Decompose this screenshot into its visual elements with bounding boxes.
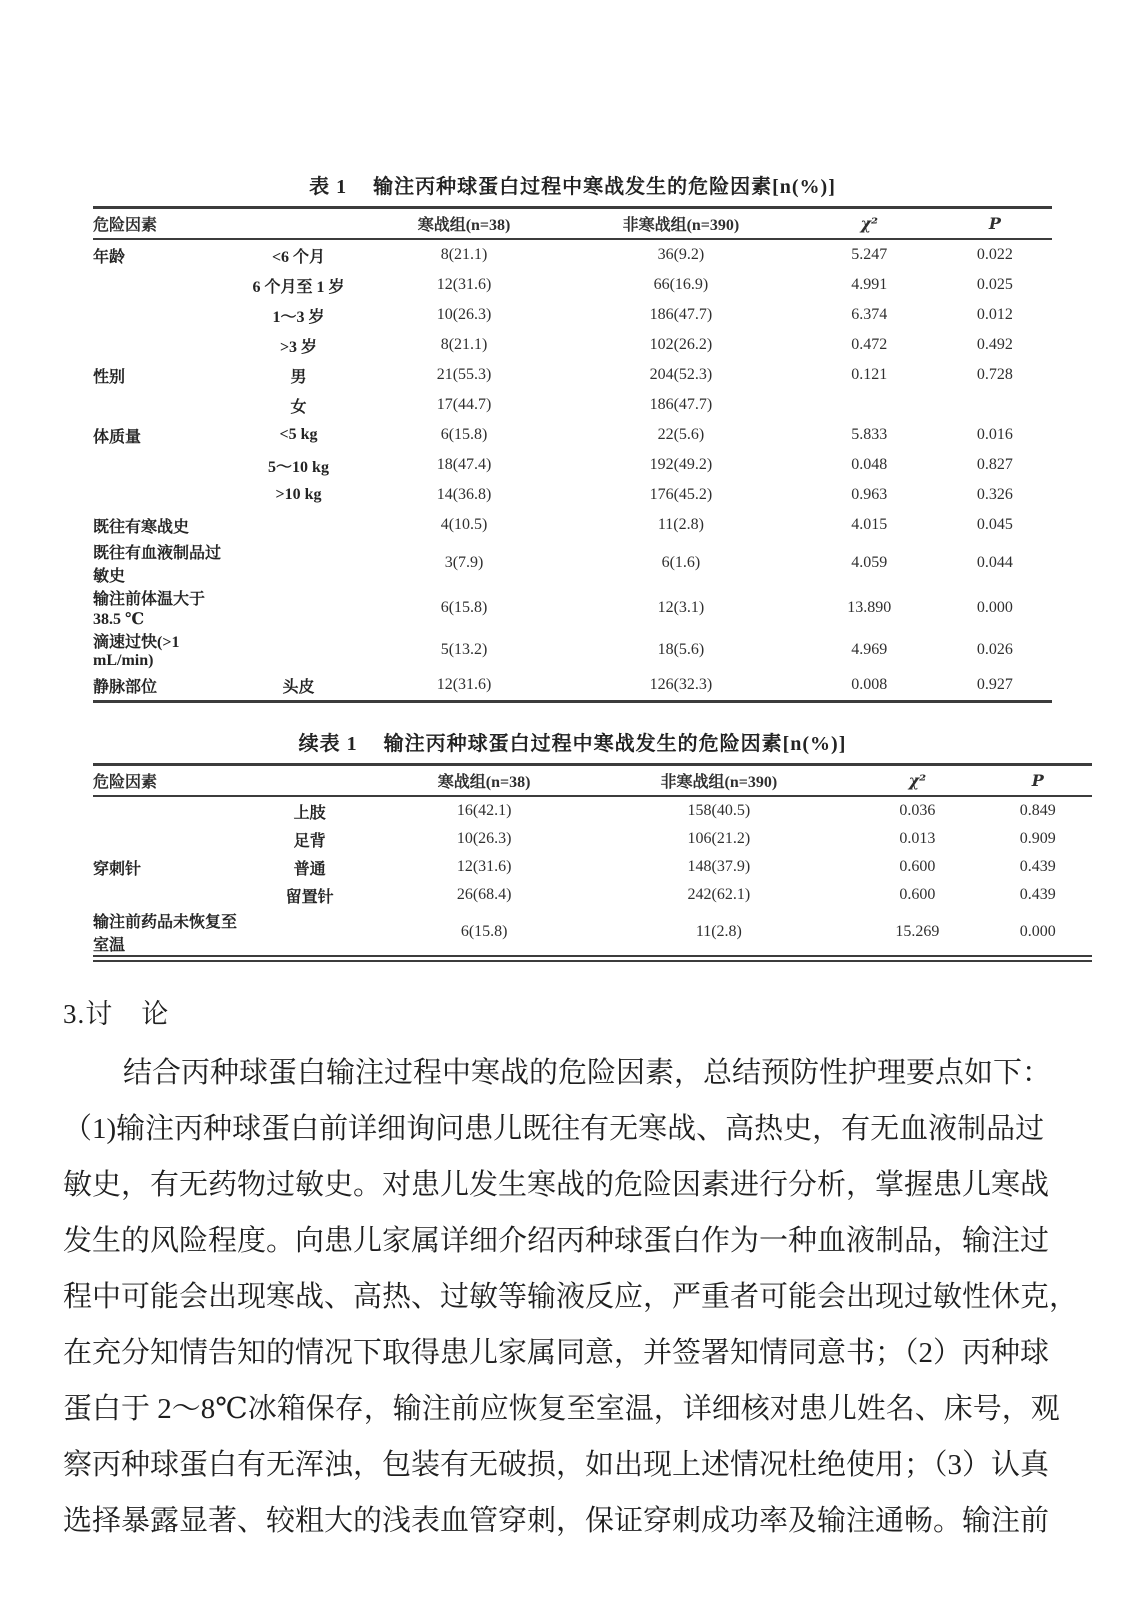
non-chill-group-cell: 6(1.6) bbox=[661, 554, 701, 571]
subcategory-cell: >10 kg bbox=[275, 486, 322, 503]
subcategory-cell: 留置针 bbox=[285, 888, 334, 906]
non-chill-group-cell: 192(49.2) bbox=[649, 456, 713, 473]
discussion-line: 在充分知情告知的情况下取得患儿家属同意，并签署知情同意书；（2）丙种球 bbox=[63, 1337, 1050, 1369]
chill-group-cell: 10(26.3) bbox=[456, 830, 512, 847]
factor-cell bbox=[93, 270, 230, 300]
table1-body bbox=[93, 239, 1052, 702]
header-p-value: P bbox=[988, 214, 1001, 233]
chi-square-cell: 0.121 bbox=[851, 366, 888, 383]
non-chill-group-cell: 186(47.7) bbox=[649, 396, 713, 413]
factor-cell: 体质量 bbox=[93, 428, 142, 446]
table2-wrapper bbox=[93, 763, 1145, 962]
non-chill-group-cell: 102(26.2) bbox=[649, 336, 713, 353]
chill-group-cell: 12(31.6) bbox=[436, 676, 492, 693]
factor-cell: 输注前药品未恢复至室温 bbox=[93, 914, 238, 954]
header-risk-factor: 危险因素 bbox=[93, 217, 158, 234]
table-row bbox=[93, 629, 1052, 670]
factor-cell bbox=[93, 300, 230, 330]
table-row bbox=[93, 853, 1092, 881]
discussion-section-heading: 3.讨 论 bbox=[63, 999, 170, 1029]
header-chi-square: χ² bbox=[908, 771, 927, 790]
non-chill-group-cell: 12(3.1) bbox=[657, 598, 705, 616]
header-non-chill-group: 非寒战组(n=390) bbox=[660, 774, 778, 791]
subcategory-cell: 上肢 bbox=[293, 804, 326, 822]
table-row bbox=[93, 825, 1092, 853]
chi-square-cell: 0.472 bbox=[851, 336, 888, 353]
discussion-line: （1)输注丙种球蛋白前详细询问患儿既往有无寒战、高热史，有无血液制品过 bbox=[63, 1113, 1045, 1145]
table1-wrapper bbox=[93, 206, 1145, 703]
p-value-cell: 0.022 bbox=[976, 246, 1013, 263]
subcategory-cell: 普通 bbox=[293, 860, 326, 878]
subcategory-cell bbox=[230, 540, 367, 586]
table2-caption-number: 续表 1 bbox=[298, 733, 358, 755]
factor-cell: 滴速过快(>1 mL/min) bbox=[93, 634, 180, 669]
factor-cell: 年龄 bbox=[93, 248, 126, 266]
table2-header-row bbox=[93, 765, 1092, 797]
chi-square-cell: 0.963 bbox=[851, 486, 888, 503]
table1-caption-number: 表 1 bbox=[309, 176, 348, 198]
discussion-line: 敏史，有无药物过敏史。对患儿发生寒战的危险因素进行分析，掌握患儿寒战 bbox=[63, 1169, 1050, 1201]
chi-square-cell: 4.059 bbox=[851, 554, 888, 571]
factor-cell bbox=[93, 881, 237, 909]
table2-caption bbox=[0, 727, 1145, 756]
table-row bbox=[93, 450, 1052, 480]
subcategory-cell: 男 bbox=[290, 368, 307, 386]
subcategory-cell: <5 kg bbox=[279, 426, 318, 443]
table-row bbox=[93, 330, 1052, 360]
factor-cell: 静脉部位 bbox=[93, 678, 158, 696]
chi-square-cell: 4.969 bbox=[851, 640, 888, 658]
table-row bbox=[93, 670, 1052, 702]
chill-group-cell: 18(47.4) bbox=[436, 456, 492, 473]
chi-square-cell: 0.048 bbox=[851, 456, 888, 473]
table2-body bbox=[93, 796, 1092, 959]
subcategory-cell: 头皮 bbox=[282, 678, 315, 696]
chi-square-cell: 0.600 bbox=[899, 858, 936, 875]
p-value-cell bbox=[938, 390, 1052, 420]
subcategory-cell: >3 岁 bbox=[279, 338, 318, 356]
table2-header bbox=[93, 765, 1092, 797]
table-row bbox=[93, 796, 1092, 825]
chill-group-cell: 16(42.1) bbox=[456, 802, 512, 819]
p-value-cell: 0.026 bbox=[976, 640, 1013, 658]
non-chill-group-cell: 66(16.9) bbox=[653, 276, 709, 293]
chill-group-cell: 8(21.1) bbox=[440, 336, 488, 353]
non-chill-group-cell: 11(2.8) bbox=[695, 923, 742, 940]
chill-group-cell: 10(26.3) bbox=[436, 306, 492, 323]
subcategory-cell: 1～3 岁 bbox=[272, 308, 325, 326]
chill-group-cell: 6(15.8) bbox=[460, 923, 508, 940]
chi-square-cell: 5.833 bbox=[851, 426, 888, 443]
factor-cell bbox=[93, 796, 237, 825]
chi-square-cell bbox=[801, 390, 938, 420]
p-value-cell: 0.016 bbox=[976, 426, 1013, 443]
subcategory-cell: 足背 bbox=[293, 832, 326, 850]
table-row bbox=[93, 239, 1052, 270]
factor-cell bbox=[93, 330, 230, 360]
non-chill-group-cell: 204(52.3) bbox=[649, 366, 713, 383]
non-chill-group-cell: 106(21.2) bbox=[687, 830, 751, 847]
table-row bbox=[93, 300, 1052, 330]
p-value-cell: 0.909 bbox=[1019, 830, 1056, 847]
chi-square-cell: 0.036 bbox=[899, 802, 936, 819]
factor-cell bbox=[93, 450, 230, 480]
subcategory-cell bbox=[230, 510, 367, 540]
table-row bbox=[93, 270, 1052, 300]
chi-square-cell: 4.015 bbox=[851, 516, 888, 533]
chi-square-cell: 0.600 bbox=[899, 886, 936, 903]
table1-caption bbox=[0, 0, 1145, 199]
factor-cell: 穿刺针 bbox=[93, 860, 142, 878]
subcategory-cell: <6 个月 bbox=[271, 248, 326, 266]
subcategory-cell: 5～10 kg bbox=[268, 458, 329, 476]
discussion-line: 选择暴露显著、较粗大的浅表血管穿刺，保证穿刺成功率及输注通畅。输注前 bbox=[63, 1505, 1050, 1537]
chill-group-cell: 12(31.6) bbox=[456, 858, 512, 875]
table-row bbox=[93, 540, 1052, 586]
discussion-line: 程中可能会出现寒战、高热、过敏等输液反应，严重者可能会出现过敏性休克， bbox=[63, 1281, 1079, 1313]
subcategory-cell: 6 个月至 1 岁 bbox=[252, 278, 345, 296]
non-chill-group-cell: 176(45.2) bbox=[649, 486, 713, 503]
chi-square-cell: 15.269 bbox=[895, 923, 940, 940]
p-value-cell: 0.044 bbox=[976, 554, 1013, 571]
subcategory-cell: 女 bbox=[290, 398, 307, 416]
non-chill-group-cell: 186(47.7) bbox=[649, 306, 713, 323]
p-value-cell: 0.827 bbox=[976, 456, 1013, 473]
table1-caption-title: 输注丙种球蛋白过程中寒战发生的危险因素[n(%)] bbox=[373, 176, 836, 198]
p-value-cell: 0.012 bbox=[976, 306, 1013, 323]
factor-cell: 输注前体温大于 38.5 ℃ bbox=[93, 591, 206, 628]
header-chill-group: 寒战组(n=38) bbox=[417, 217, 511, 234]
header-chill-group: 寒战组(n=38) bbox=[437, 774, 531, 791]
p-value-cell: 0.326 bbox=[976, 486, 1013, 503]
chill-group-cell: 26(68.4) bbox=[456, 886, 512, 903]
factor-cell: 既往有血液制品过敏史 bbox=[93, 545, 222, 585]
factor-cell bbox=[93, 825, 237, 853]
table1-header-row bbox=[93, 208, 1052, 240]
discussion-line: 发生的风险程度。向患儿家属详细介绍丙种球蛋白作为一种血液制品，输注过 bbox=[63, 1225, 1050, 1257]
p-value-cell: 0.000 bbox=[1019, 923, 1056, 940]
subcategory-cell bbox=[230, 629, 367, 670]
non-chill-group-cell: 11(2.8) bbox=[657, 516, 704, 533]
chi-square-cell: 13.890 bbox=[847, 598, 892, 616]
non-chill-group-cell: 148(37.9) bbox=[687, 858, 751, 875]
p-value-cell: 0.000 bbox=[976, 598, 1013, 616]
p-value-cell: 0.492 bbox=[976, 336, 1013, 353]
table-row bbox=[93, 881, 1092, 909]
p-value-cell: 0.849 bbox=[1019, 802, 1056, 819]
discussion-paragraph bbox=[63, 1045, 1087, 1549]
factor-cell: 性别 bbox=[93, 368, 126, 386]
chill-group-cell: 17(44.7) bbox=[436, 396, 492, 413]
p-value-cell: 0.045 bbox=[976, 516, 1013, 533]
non-chill-group-cell: 18(5.6) bbox=[657, 640, 705, 658]
non-chill-group-cell: 36(9.2) bbox=[657, 246, 705, 263]
chill-group-cell: 6(15.8) bbox=[440, 426, 488, 443]
chi-square-cell: 4.991 bbox=[851, 276, 888, 293]
discussion-line: 察丙种球蛋白有无浑浊，包装有无破损，如出现上述情况杜绝使用；（3）认真 bbox=[63, 1449, 1050, 1481]
header-chi-square: χ² bbox=[860, 214, 879, 233]
table-row bbox=[93, 586, 1052, 629]
table2-caption-title: 输注丙种球蛋白过程中寒战发生的危险因素[n(%)] bbox=[383, 733, 847, 755]
non-chill-group-cell: 158(40.5) bbox=[687, 802, 751, 819]
chill-group-cell: 5(13.2) bbox=[440, 640, 488, 658]
table-row bbox=[93, 510, 1052, 540]
subcategory-cell bbox=[237, 909, 381, 959]
chill-group-cell: 21(55.3) bbox=[436, 366, 492, 383]
chi-square-cell: 5.247 bbox=[851, 246, 888, 263]
factor-cell: 既往有寒战史 bbox=[93, 518, 190, 536]
chi-square-cell: 0.008 bbox=[851, 676, 888, 693]
p-value-cell: 0.439 bbox=[1019, 858, 1056, 875]
discussion-line: 蛋白于 2～8℃冰箱保存，输注前应恢复至室温，详细核对患儿姓名、床号，观 bbox=[63, 1393, 1060, 1425]
non-chill-group-cell: 242(62.1) bbox=[687, 886, 751, 903]
chill-group-cell: 4(10.5) bbox=[440, 516, 488, 533]
header-risk-factor: 危险因素 bbox=[93, 774, 158, 791]
discussion-line: 结合丙种球蛋白输注过程中寒战的危险因素，总结预防性护理要点如下： bbox=[123, 1057, 1052, 1089]
table-row bbox=[93, 480, 1052, 510]
chill-group-cell: 3(7.9) bbox=[444, 554, 484, 571]
header-non-chill-group: 非寒战组(n=390) bbox=[622, 217, 740, 234]
factor-cell bbox=[93, 480, 230, 510]
risk-factor-table-1 bbox=[93, 206, 1052, 703]
risk-factor-table-continued bbox=[93, 763, 1092, 962]
subcategory-cell bbox=[230, 586, 367, 629]
chi-square-cell: 6.374 bbox=[851, 306, 888, 323]
table1-header bbox=[93, 208, 1052, 240]
p-value-cell: 0.025 bbox=[976, 276, 1013, 293]
chill-group-cell: 6(15.8) bbox=[440, 598, 488, 616]
chill-group-cell: 12(31.6) bbox=[436, 276, 492, 293]
p-value-cell: 0.927 bbox=[976, 676, 1013, 693]
p-value-cell: 0.439 bbox=[1019, 886, 1056, 903]
table-row bbox=[93, 390, 1052, 420]
non-chill-group-cell: 126(32.3) bbox=[649, 676, 713, 693]
chill-group-cell: 8(21.1) bbox=[440, 246, 488, 263]
table-row bbox=[93, 909, 1092, 959]
chi-square-cell: 0.013 bbox=[899, 830, 936, 847]
chill-group-cell: 14(36.8) bbox=[436, 486, 492, 503]
non-chill-group-cell: 22(5.6) bbox=[657, 426, 705, 443]
table-row bbox=[93, 360, 1052, 390]
factor-cell bbox=[93, 390, 230, 420]
header-p-value: P bbox=[1031, 771, 1044, 790]
p-value-cell: 0.728 bbox=[976, 366, 1013, 383]
table-row bbox=[93, 420, 1052, 450]
